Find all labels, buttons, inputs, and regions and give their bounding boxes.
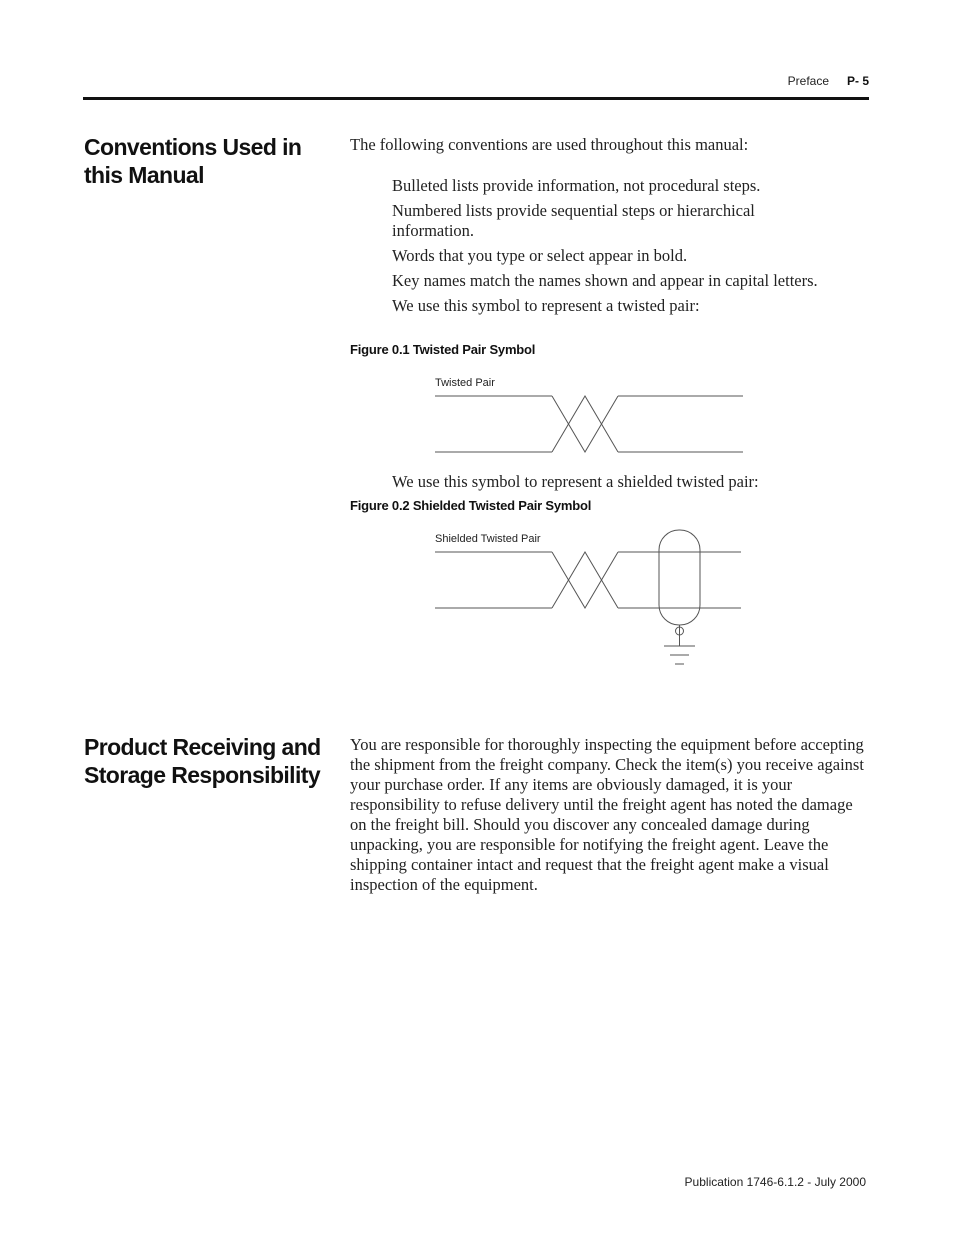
header-rule (83, 97, 869, 100)
list-item: We use this symbol to represent a twisted pair: (392, 296, 700, 315)
shield-capsule (659, 530, 700, 625)
receiving-paragraph: You are responsible for thoroughly inspecting the equipment before accepting the shipment from the freight company. Check the item(s) you receive against your purchase order. If any items are obviously damaged, it is your responsibility to refuse delivery until the freight agent has noted the damage on the freight bill. Should you discover any concealed damage during unpacking, you are responsible for notifying the freight agent. Leave the shipping container intact and request that the freight agent make a visual inspection of the equipment. (350, 735, 864, 894)
list-item: Bulleted lists provide information, not procedural steps. (392, 176, 761, 195)
conventions-heading: Conventions Used in this Manual (84, 134, 302, 188)
list-item: Words that you type or select appear in bold. (392, 246, 688, 265)
shielded-twist (552, 552, 618, 608)
twisted-pair-symbol (430, 390, 750, 460)
header-section-label: Preface (787, 74, 829, 88)
shielded-twisted-pair-symbol (430, 525, 750, 670)
list-item: Numbered lists provide sequential steps or hierarchical information. (392, 201, 755, 240)
twisted-pair-twist (552, 396, 618, 452)
publication-footer: Publication 1746-6.1.2 - July 2000 (684, 1175, 866, 1189)
list-item: Key names match the names shown and appear in capital letters. (392, 271, 818, 290)
receiving-heading: Product Receiving and Storage Responsibility (84, 734, 321, 788)
page-header (0, 0, 954, 110)
conventions-intro: The following conventions are used throughout this manual: (350, 135, 749, 154)
page-number: P- 5 (846, 74, 869, 88)
figure-2-caption: Figure 0.2 Shielded Twisted Pair Symbol (350, 498, 592, 513)
conventions-list (392, 176, 832, 321)
shielded-intro: We use this symbol to represent a shielded twisted pair: (392, 472, 759, 491)
shielded-twisted-pair-label: Shielded Twisted Pair (435, 533, 541, 545)
twisted-pair-label: Twisted Pair (435, 377, 495, 389)
figure-1-caption: Figure 0.1 Twisted Pair Symbol (350, 342, 536, 357)
